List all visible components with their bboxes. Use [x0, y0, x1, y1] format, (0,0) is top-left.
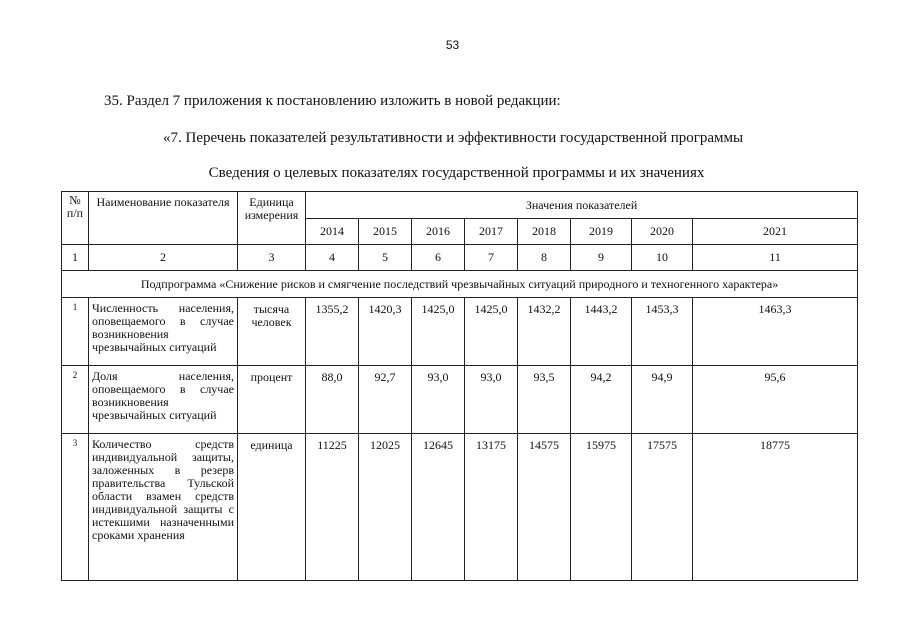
value-cell: 1432,2: [518, 298, 571, 366]
header-year: 2019: [571, 219, 632, 245]
value-cell: 1453,3: [632, 298, 693, 366]
section-title: «7. Перечень показателей результативности и эффективности государственной программы: [163, 130, 744, 146]
column-number: 10: [632, 245, 693, 271]
indicator-name: Численность населения, оповещаемого в случае возникновения чрезвычайных ситуаций: [89, 298, 238, 366]
indicator-unit: единица: [238, 434, 306, 581]
column-number: 3: [238, 245, 306, 271]
row-index: 1: [62, 298, 89, 366]
column-number: 8: [518, 245, 571, 271]
indicator-name: Доля населения, оповещаемого в случае возникновения чрезвычайных ситуаций: [89, 366, 238, 434]
indicators-table: [61, 191, 858, 581]
column-number: 7: [465, 245, 518, 271]
header-year: 2015: [359, 219, 412, 245]
row-index: 3: [62, 434, 89, 581]
column-number: 5: [359, 245, 412, 271]
value-cell: 1425,0: [465, 298, 518, 366]
header-name: Наименование показателя: [89, 192, 238, 245]
table-row: [62, 434, 858, 581]
table-row: [62, 366, 858, 434]
value-cell: 14575: [518, 434, 571, 581]
indicator-name: Количество средств индивидуальной защиты, заложенных в резерв правительства Тульской области взамен средств индивидуальной защиты с истекшими назначенными сроками хранения: [89, 434, 238, 581]
header-year: 2018: [518, 219, 571, 245]
header-year: 2020: [632, 219, 693, 245]
indicator-unit: процент: [238, 366, 306, 434]
column-number: 6: [412, 245, 465, 271]
value-cell: 1443,2: [571, 298, 632, 366]
value-cell: 18775: [693, 434, 858, 581]
column-numbers-row: [62, 245, 858, 271]
table-caption-wrap: [0, 165, 905, 182]
column-number: 11: [693, 245, 858, 271]
header-year: 2014: [306, 219, 359, 245]
value-cell: 93,5: [518, 366, 571, 434]
value-cell: 1355,2: [306, 298, 359, 366]
value-cell: 92,7: [359, 366, 412, 434]
value-cell: 88,0: [306, 366, 359, 434]
table-row: [62, 298, 858, 366]
value-cell: 1463,3: [693, 298, 858, 366]
value-cell: 17575: [632, 434, 693, 581]
header-row-top: [62, 192, 858, 219]
column-number: 1: [62, 245, 89, 271]
value-cell: 93,0: [412, 366, 465, 434]
value-cell: 12025: [359, 434, 412, 581]
column-number: 4: [306, 245, 359, 271]
value-cell: 1425,0: [412, 298, 465, 366]
subprogram-title: Подпрограмма «Снижение рисков и смягчение последствий чрезвычайных ситуаций природного и техногенного характера»: [62, 271, 858, 298]
indicator-unit: тысяча человек: [238, 298, 306, 366]
header-unit: Единица измерения: [238, 192, 306, 245]
value-cell: 12645: [412, 434, 465, 581]
value-cell: 95,6: [693, 366, 858, 434]
column-number: 9: [571, 245, 632, 271]
value-cell: 15975: [571, 434, 632, 581]
amendment-paragraph: 35. Раздел 7 приложения к постановлению изложить в новой редакции:: [104, 93, 561, 109]
table-caption: Сведения о целевых показателях государственной программы и их значениях: [208, 165, 705, 181]
header-year: 2021: [693, 219, 858, 245]
subprogram-row: [62, 271, 858, 298]
header-num: № п/п: [62, 192, 89, 245]
page-number: 53: [445, 38, 460, 52]
value-cell: 93,0: [465, 366, 518, 434]
header-year: 2016: [412, 219, 465, 245]
value-cell: 13175: [465, 434, 518, 581]
row-index: 2: [62, 366, 89, 434]
value-cell: 94,9: [632, 366, 693, 434]
value-cell: 1420,3: [359, 298, 412, 366]
value-cell: 11225: [306, 434, 359, 581]
header-year: 2017: [465, 219, 518, 245]
value-cell: 94,2: [571, 366, 632, 434]
column-number: 2: [89, 245, 238, 271]
header-values-group: Значения показателей: [306, 192, 858, 219]
